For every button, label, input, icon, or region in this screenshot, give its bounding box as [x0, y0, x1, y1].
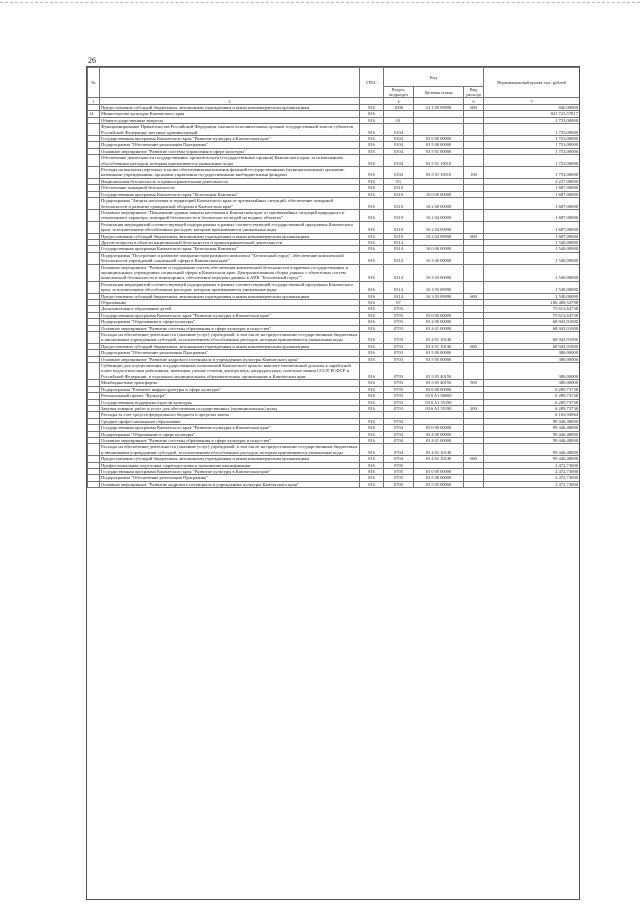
row-amount: 186 408,52798	[484, 300, 580, 306]
row-number	[88, 444, 100, 456]
row-target: 16 3 03 00000	[414, 264, 464, 281]
row-target: 03 6 00 00000	[414, 386, 464, 392]
index-cell: 1	[88, 98, 100, 105]
row-amount: 75 613,64738	[484, 306, 580, 312]
row-name: Расходы за счет средств федерального бюджета в пределах квоты	[100, 412, 360, 418]
row-target: 03 4 01 10140	[414, 444, 464, 456]
row-name: Образование	[100, 300, 360, 306]
row-grbs: 816	[360, 136, 384, 142]
row-amount: 1 687,00000	[484, 221, 580, 233]
index-cell: 2	[100, 98, 360, 105]
row-section: 0310	[384, 185, 414, 191]
header-name	[100, 68, 360, 98]
row-grbs: 816	[360, 252, 384, 264]
index-cell	[414, 98, 464, 105]
row-amount: 1 753,00000	[484, 117, 580, 123]
row-amount: 1 540,00000	[484, 281, 580, 293]
row-section: 0703	[384, 363, 414, 380]
row-amount: 1 687,00000	[484, 233, 580, 239]
row-target: 16 3 00 00000	[414, 252, 464, 264]
row-target: 03 0 00 00000	[414, 312, 464, 318]
row-amount: 1 540,00000	[484, 246, 580, 252]
row-name: Расходы на выплаты персоналу в целях обеспечения выполнения функций государственными (муниципальными) органами, казенными учреждениями, органами управления государственными внебюджетными фондами	[100, 167, 360, 179]
row-name: Закупка товаров, работ и услуг для обеспечения государственных (муниципальных) нужд	[100, 405, 360, 411]
row-target: 03 5 00 00000	[414, 350, 464, 356]
row-grbs: 816	[360, 233, 384, 239]
row-section: 0703	[384, 325, 414, 331]
row-grbs: 816	[360, 418, 384, 424]
index-cell: 7	[484, 98, 580, 105]
table-row	[88, 124, 580, 136]
row-number	[88, 221, 100, 233]
row-amount: 1 753,00000	[484, 124, 580, 136]
row-target: 16 0 00 00000	[414, 246, 464, 252]
row-expense-type: 500	[464, 380, 484, 386]
row-section: 0314	[384, 264, 414, 281]
row-grbs: 816	[360, 425, 384, 431]
row-target: 03 6 A1 55190	[414, 405, 464, 411]
row-name: Обеспечение пожарной безопасности	[100, 185, 360, 191]
row-grbs: 816	[360, 456, 384, 462]
row-grbs: 816	[360, 209, 384, 221]
row-grbs: 816	[360, 221, 384, 233]
row-name: Государственная программа Камчатского края "Безопасная Камчатка"	[100, 246, 360, 252]
row-name: Профессиональная подготовка, переподготовка и повышение квалификации	[100, 462, 360, 468]
row-name: Дополнительное образование детей	[100, 306, 360, 312]
row-target: 16 3 03 09990	[414, 293, 464, 299]
row-number: 14	[88, 111, 100, 117]
row-section: 0104	[384, 167, 414, 179]
row-section: 0704	[384, 425, 414, 431]
row-section: 0104	[384, 136, 414, 142]
row-target: 03 5 01 10010	[414, 167, 464, 179]
row-grbs: 816	[360, 356, 384, 362]
row-target: 03 4 01 00000	[414, 437, 464, 443]
row-grbs: 816	[360, 325, 384, 331]
row-name: Предоставление субсидий бюджетным, автономным учреждениям и иным некоммерческим организациям	[100, 233, 360, 239]
row-name: Государственная программа Камчатского края "Развитие культуры в Камчатском крае"	[100, 312, 360, 318]
row-expense-type	[464, 155, 484, 167]
row-grbs: 816	[360, 293, 384, 299]
row-grbs: 816	[360, 264, 384, 281]
row-target: 03 6 A1 00000	[414, 393, 464, 399]
row-grbs: 816	[360, 399, 384, 405]
row-amount: 1 687,00000	[484, 191, 580, 197]
row-grbs: 816	[360, 239, 384, 245]
row-name: Государственная программа Камчатского края "Безопасная Камчатка"	[100, 191, 360, 197]
row-grbs: 816	[360, 185, 384, 191]
row-target: 03 5 00 00000	[414, 142, 464, 148]
row-section: 0703	[384, 399, 414, 405]
row-section: 0104	[384, 155, 414, 167]
row-amount: 380,00000	[484, 356, 580, 362]
row-amount: 1 540,00000	[484, 293, 580, 299]
row-section: 0703	[384, 332, 414, 344]
row-number	[88, 198, 100, 210]
row-grbs: 816	[360, 306, 384, 312]
row-grbs: 816	[360, 350, 384, 356]
row-name: Основное мероприятие "Развитие системы образования в сфере культуры и искусства"	[100, 437, 360, 443]
row-expense-type: 600	[464, 293, 484, 299]
row-target: 16 3 03 09990	[414, 281, 464, 293]
row-expense-type: 600	[464, 343, 484, 349]
row-amount: 380,00000	[484, 350, 580, 356]
row-expense-type: 100	[464, 167, 484, 179]
row-name: Расходы на обеспечение деятельности (оказание услуг) учреждений, в том числе на предоставление государственным бюджетным и автономным учреждениям субсидий, за исключением обособленных расходов, которым присваиваются уникальные коды	[100, 332, 360, 344]
row-name: Подпрограмма "Обеспечение реализации Программы"	[100, 350, 360, 356]
row-amount: 1 753,00000	[484, 167, 580, 179]
row-grbs: 816	[360, 319, 384, 325]
row-expense-type	[464, 198, 484, 210]
row-number	[88, 124, 100, 136]
row-section: 0703	[384, 306, 414, 312]
row-target: 03 4 01 10140	[414, 332, 464, 344]
row-target: 03 4 00 00000	[414, 431, 464, 437]
row-amount: 99 446,48000	[484, 431, 580, 437]
row-target: 03 0 00 00000	[414, 136, 464, 142]
row-amount: 1 753,00000	[484, 148, 580, 154]
row-grbs: 816	[360, 281, 384, 293]
row-amount: 6 289,73738	[484, 393, 580, 399]
row-target: 03 5 01 10010	[414, 155, 464, 167]
row-target: 16 0 00 00000	[414, 191, 464, 197]
row-name: Реализация мероприятий соответствующей подпрограммы в рамках соответствующей государственной программы Камчатского края, за исключением обособленных расходов, которым присваиваются уникальные коды	[100, 281, 360, 293]
row-amount: 841 723,57817	[484, 111, 580, 117]
row-name: Министерство культуры Камчатского края	[100, 111, 360, 117]
row-grbs: 816	[360, 393, 384, 399]
row-name: Государственная программа Камчатского края "Развитие культуры в Камчатском крае"	[100, 468, 360, 474]
row-target: 16 2 04 00000	[414, 209, 464, 221]
row-amount: 380,00000	[484, 380, 580, 386]
row-amount: 68 943,91000	[484, 332, 580, 344]
row-section: 0704	[384, 418, 414, 424]
row-grbs: 816	[360, 312, 384, 318]
row-grbs: 816	[360, 380, 384, 386]
row-section: 0703	[384, 343, 414, 349]
row-section: 0314	[384, 239, 414, 245]
row-name: Государственная программа Камчатского края "Развитие культуры в Камчатском крае"	[100, 425, 360, 431]
row-section: 0310	[384, 198, 414, 210]
row-name: Основное мероприятие "Повышение уровня защиты населения в Камчатском крае от чрезвычайных ситуаций природного и техногенного характера, пожарной безопасности и безопасности людей на водных объектах"	[100, 209, 360, 221]
row-number	[88, 155, 100, 167]
row-expense-type	[464, 363, 484, 380]
row-amount: 2 472,73000	[484, 468, 580, 474]
row-grbs: 816	[360, 246, 384, 252]
row-grbs: 816	[360, 191, 384, 197]
row-expense-type	[464, 124, 484, 136]
row-target: 03 5 01 00000	[414, 148, 464, 154]
budget-body	[88, 105, 580, 488]
table-row	[88, 281, 580, 293]
row-amount: 68 943,91000	[484, 325, 580, 331]
row-amount: 99 446,48000	[484, 425, 580, 431]
row-section: 07	[384, 300, 414, 306]
row-amount: 68 943,91000	[484, 319, 580, 325]
row-section: 0704	[384, 456, 414, 462]
table-row	[88, 167, 580, 179]
row-section: 0314	[384, 252, 414, 264]
row-target: 03 4 01 10140	[414, 456, 464, 462]
row-grbs: 816	[360, 437, 384, 443]
row-number	[88, 209, 100, 221]
row-name: Субвенции для осуществления государственных полномочий Камчатского края по выплате ежемесячной доплаты к заработной плате педагогическим работникам, имеющим ученые степени доктора наук, кандидата наук, почетные звания СССР, РСФСР и Российской Федерации, в отдельных муниципальных образовательных организациях в Камчатском крае	[100, 363, 360, 380]
row-grbs: 816	[360, 124, 384, 136]
row-amount: 1 540,00000	[484, 239, 580, 245]
row-name: Подпрограмма "Развитие инфраструктуры в сфере культуры"	[100, 386, 360, 392]
row-section: 0703	[384, 393, 414, 399]
row-name: Предоставление субсидий бюджетным, автономным учреждениям и иным некоммерческим организациям	[100, 343, 360, 349]
row-section: 0314	[384, 293, 414, 299]
table-row	[88, 252, 580, 264]
row-name: Подпрограмма "Образование в сфере культуры"	[100, 431, 360, 437]
row-expense-type: 600	[464, 456, 484, 462]
row-target: 21 1 00 09990	[414, 105, 464, 111]
row-target: 16 2 00 00000	[414, 198, 464, 210]
table-row	[88, 444, 580, 456]
row-amount: 6 289,73738	[484, 405, 580, 411]
row-grbs: 816	[360, 111, 384, 117]
row-section: 0310	[384, 209, 414, 221]
row-name: Предоставление субсидий бюджетным, автономным учреждениям и иным некоммерческим организациям	[100, 105, 360, 111]
row-grbs: 816	[360, 431, 384, 437]
row-amount: 99 446,48000	[484, 456, 580, 462]
row-amount: 99 446,48000	[484, 437, 580, 443]
row-amount: 840,00000	[484, 105, 580, 111]
page-number: 26	[88, 56, 96, 65]
row-section: 0310	[384, 191, 414, 197]
row-name: Основное мероприятие "Развитие кадрового потенциала в учреждениях культуры Камчатского края"	[100, 481, 360, 487]
row-grbs: 816	[360, 332, 384, 344]
row-target	[414, 124, 464, 136]
row-grbs: 816	[360, 343, 384, 349]
row-expense-type	[464, 221, 484, 233]
row-amount: 2 472,73000	[484, 462, 580, 468]
row-expense-type	[464, 481, 484, 487]
row-section: 0705	[384, 468, 414, 474]
header-code-group: Код	[384, 68, 484, 87]
row-section: 0705	[384, 481, 414, 487]
row-grbs: 816	[360, 468, 384, 474]
row-number	[88, 363, 100, 380]
row-section: 0104	[384, 148, 414, 154]
row-amount: 3 227,00000	[484, 178, 580, 184]
row-grbs: 816	[360, 155, 384, 167]
row-amount: 1 753,00000	[484, 142, 580, 148]
row-expense-type	[464, 281, 484, 293]
scan-edge-rule	[0, 2, 640, 3]
row-section: 0703	[384, 312, 414, 318]
row-target: 03 5 05 40150	[414, 363, 464, 380]
table-row	[88, 363, 580, 380]
row-number	[88, 332, 100, 344]
row-target: 16 2 04 09990	[414, 233, 464, 239]
table-row	[88, 264, 580, 281]
row-expense-type: 600	[464, 105, 484, 111]
index-cell: 6	[464, 98, 484, 105]
row-expense-type	[464, 209, 484, 221]
row-expense-type: 600	[464, 233, 484, 239]
row-number	[88, 281, 100, 293]
row-name: Общегосударственные вопросы	[100, 117, 360, 123]
row-grbs: 816	[360, 198, 384, 210]
row-grbs: 816	[360, 475, 384, 481]
row-amount: 1 687,00000	[484, 209, 580, 221]
row-expense-type	[464, 444, 484, 456]
row-name: Основное мероприятие "Развитие и содержание систем обеспечения комплексной безопасности в краевых государственных и муниципальных учреждениях социальной сферы в Камчатском крае. Централизованная сборка данных с объектовых систем комплексной безопасности и мониторинга, обеспечение передачи данных в АПК "Безопасный город""	[100, 264, 360, 281]
row-section: 0104	[384, 124, 414, 136]
row-name: Другие вопросы в области национальной безопасности и правоохранительной деятельности	[100, 239, 360, 245]
table-row	[88, 155, 580, 167]
row-section: 0703	[384, 405, 414, 411]
row-grbs: 816	[360, 405, 384, 411]
row-amount: 6 163,94964	[484, 412, 580, 418]
row-amount: 6 289,73738	[484, 386, 580, 392]
row-name: Подпрограмма "Образование в сфере культуры"	[100, 319, 360, 325]
row-amount: 1 753,00000	[484, 155, 580, 167]
row-grbs: 816	[360, 300, 384, 306]
row-grbs: 816	[360, 481, 384, 487]
row-name: Среднее профессиональное образование	[100, 418, 360, 424]
row-section: 0705	[384, 475, 414, 481]
row-section: 0310	[384, 233, 414, 239]
row-name: Расходы на обеспечение деятельности (оказание услуг) учреждений, в том числе на предоставление государственным бюджетным и автономным учреждениям субсидий, за исключением обособленных расходов, которым присваиваются уникальные коды	[100, 444, 360, 456]
row-number	[88, 167, 100, 179]
row-amount: 99 446,48000	[484, 418, 580, 424]
row-section: 03	[384, 178, 414, 184]
row-grbs: 816	[360, 167, 384, 179]
row-name: Основное мероприятие "Развитие системы образования в сфере культуры и искусства"	[100, 325, 360, 331]
row-section: 0703	[384, 380, 414, 386]
row-target: 03 4 00 00000	[414, 319, 464, 325]
row-amount: 68 943,91000	[484, 343, 580, 349]
row-amount: 2 472,73000	[484, 481, 580, 487]
budget-table	[87, 67, 580, 488]
row-target: 03 6 A1 55190	[414, 399, 464, 405]
row-name: Функционирование Правительства Российской Федерации, высших исполнительных органов государственной власти субъектов Российской Федерации, местных администраций	[100, 124, 360, 136]
row-section: 0703	[384, 386, 414, 392]
row-name: Реализация мероприятий соответствующей подпрограммы в рамках соответствующей государственной программы Камчатского края, за исключением обособленных расходов, которым присваиваются уникальные коды	[100, 221, 360, 233]
row-target: 03 4 01 00000	[414, 325, 464, 331]
row-section: 0104	[384, 142, 414, 148]
row-amount: 99 446,48000	[484, 444, 580, 456]
row-section: 01	[384, 117, 414, 123]
header-amount: Первоначальный проект тыс. рублей	[484, 68, 580, 98]
row-section: 0704	[384, 431, 414, 437]
row-amount: 1 687,00000	[484, 185, 580, 191]
row-amount: 2 472,73000	[484, 475, 580, 481]
table-row	[88, 481, 580, 487]
row-target: 03 5 05 40150	[414, 380, 464, 386]
header-num: №	[88, 68, 100, 98]
row-amount: 1 540,00000	[484, 252, 580, 264]
table-row	[88, 332, 580, 344]
row-grbs: 816	[360, 148, 384, 154]
row-grbs: 816	[360, 178, 384, 184]
index-cell	[360, 98, 384, 105]
row-name: Предоставление субсидий бюджетным, автономным учреждениям и иным некоммерческим организациям	[100, 456, 360, 462]
row-section: 0705	[384, 462, 414, 468]
row-section: 0703	[384, 319, 414, 325]
row-section: 0314	[384, 246, 414, 252]
header-expense: Вид расхода	[464, 87, 484, 98]
row-section: 0703	[384, 350, 414, 356]
row-amount: 75 613,64738	[484, 312, 580, 318]
row-expense-type	[464, 264, 484, 281]
row-grbs: 816	[360, 444, 384, 456]
row-section: 0704	[384, 444, 414, 456]
header-grbs: ГРБС	[360, 68, 384, 98]
row-name: Обеспечение деятельности государственных органов власти (государственных органов) Камчатского края, за исключением обособленных расходов, которым присваиваются уникальные коды	[100, 155, 360, 167]
row-target: 03 4 01 10140	[414, 343, 464, 349]
row-name: Подпрограмма "Обеспечение реализации Программы"	[100, 475, 360, 481]
row-grbs: 816	[360, 462, 384, 468]
row-number	[88, 481, 100, 487]
row-number	[88, 264, 100, 281]
row-amount: 1 753,00000	[484, 136, 580, 142]
header-target: Целевая статья	[414, 87, 464, 98]
row-amount: 1 540,00000	[484, 264, 580, 281]
row-amount: 380,00000	[484, 363, 580, 380]
row-grbs: 816	[360, 386, 384, 392]
row-target: 03 0 00 00000	[414, 425, 464, 431]
row-name: Подпрограмма "Защита населения и территорий Камчатского края от чрезвычайных ситуаций, обеспечение пожарной безопасности и развитие гражданской обороны в Камчатском крае"	[100, 198, 360, 210]
table-row	[88, 198, 580, 210]
row-expense-type	[464, 332, 484, 344]
row-target: 03 5 05 00000	[414, 481, 464, 487]
row-target: 03 5 05 00000	[414, 356, 464, 362]
row-name: Региональный проект "Культура"	[100, 393, 360, 399]
budget-sheet	[86, 66, 580, 900]
row-name: Государственная программа Камчатского края "Развитие культуры в Камчатском крае"	[100, 136, 360, 142]
row-target: 03 0 00 00000	[414, 468, 464, 474]
row-grbs: 816	[360, 363, 384, 380]
row-section: 0704	[384, 437, 414, 443]
row-name: Основное мероприятие "Развитие системы управления в сфере культуры"	[100, 148, 360, 154]
header-section: Раздел, подраздел	[384, 87, 414, 98]
table-row	[88, 221, 580, 233]
row-grbs: 816	[360, 117, 384, 123]
row-amount: 1 687,00000	[484, 198, 580, 210]
row-name: Государственная поддержка отрасли культуры	[100, 399, 360, 405]
row-name: Межбюджетные трансферты	[100, 380, 360, 386]
row-section: 0703	[384, 356, 414, 362]
row-grbs: 816	[360, 142, 384, 148]
table-row	[88, 209, 580, 221]
row-section: 1006	[384, 105, 414, 111]
row-target: 16 2 04 09990	[414, 221, 464, 233]
row-grbs: 816	[360, 105, 384, 111]
index-cell: 4	[384, 98, 414, 105]
row-section: 0310	[384, 221, 414, 233]
row-name: Подпрограмма "Построение и развитие аппаратно-программного комплекса "Безопасный город", обеспечение комплексной безопасности учреждений социальной сферы в Камчатском крае"	[100, 252, 360, 264]
row-amount: 6 289,73738	[484, 399, 580, 405]
row-expense-type	[464, 252, 484, 264]
row-number	[88, 252, 100, 264]
row-name: Подпрограмма "Обеспечение реализации Программы"	[100, 142, 360, 148]
row-name: Национальная безопасность и правоохранительная деятельность	[100, 178, 360, 184]
row-name: Основное мероприятие "Развитие кадрового потенциала в учреждениях культуры Камчатского края"	[100, 356, 360, 362]
row-expense-type: 200	[464, 405, 484, 411]
row-section: 0314	[384, 281, 414, 293]
row-target: 03 5 00 00000	[414, 475, 464, 481]
row-name: Предоставление субсидий бюджетным, автономным учреждениям и иным некоммерческим организациям	[100, 293, 360, 299]
